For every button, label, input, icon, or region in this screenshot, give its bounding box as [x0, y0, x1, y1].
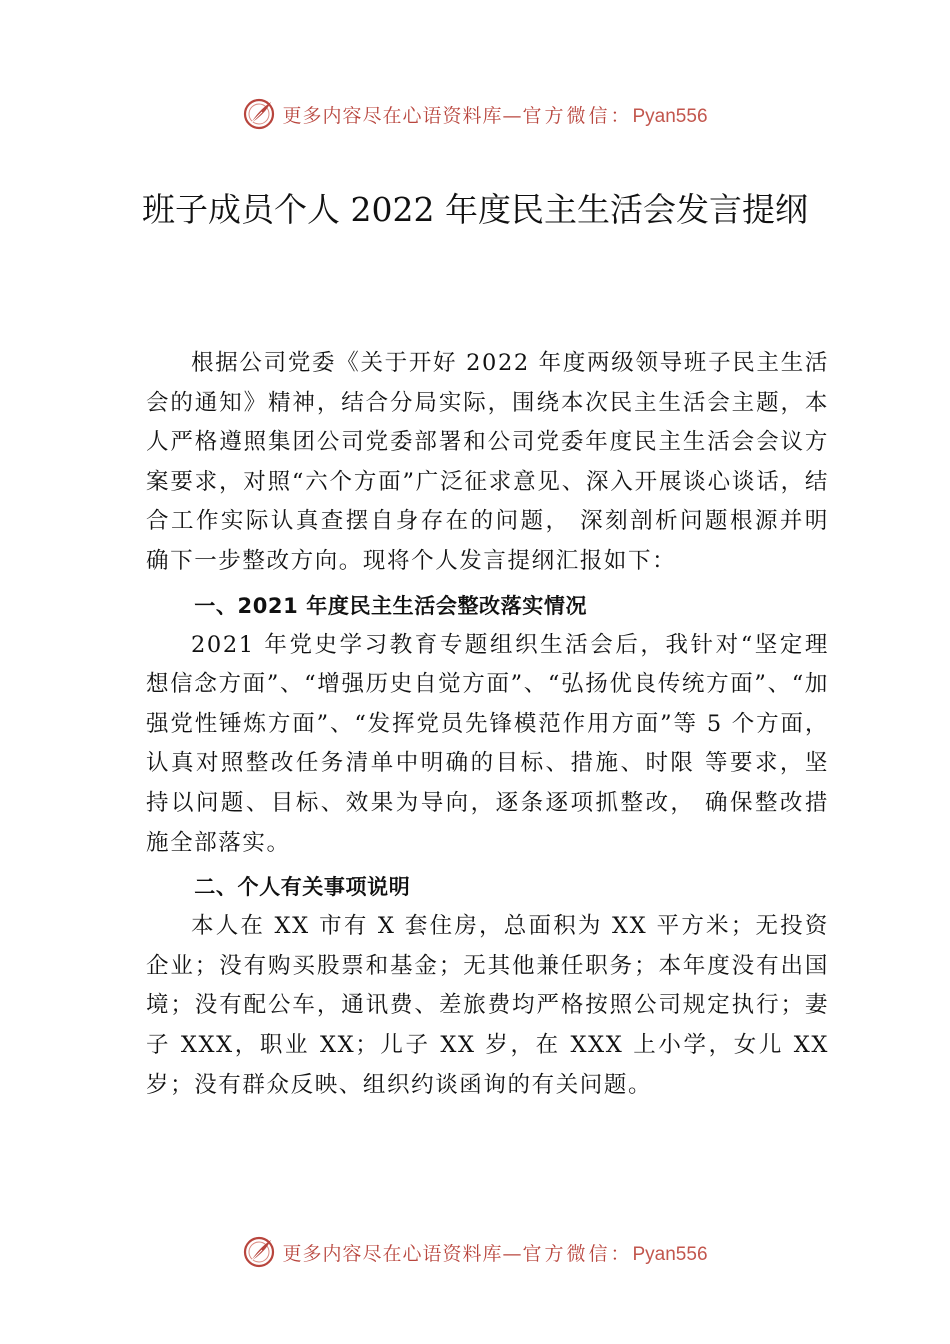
footer-banner	[0, 1232, 950, 1272]
document-body	[146, 344, 829, 1105]
document-title: 班子成员个人 2022 年度民主生活会发言提纲	[142, 190, 808, 229]
feather-seal-icon	[242, 97, 276, 131]
header-banner	[0, 94, 950, 134]
banner-wechat-id: Pyan556	[632, 1243, 708, 1265]
banner-text	[282, 101, 707, 128]
section-heading-1: 一、2021 年度民主生活会整改落实情况	[194, 593, 588, 618]
banner-dash: —	[502, 104, 523, 127]
banner-dash: —	[502, 1242, 523, 1265]
section-1-paragraph: 2021 年党史学习教育专题组织生活会后，我针对“坚定理想信念方面”、“增强历史自觉方面”、“弘扬优良传统方面”、“加强党性锤炼方面”、“发挥党员先锋模范作用方面”等 5 个方面，认真对照整改任务清单中明确的目标、措施、时限 等要求，坚持以问题、目标、效果为导向，逐条逐项抓整改， 确保整改措施全部落实。	[146, 631, 829, 856]
banner-wechat-id: Pyan556	[632, 105, 708, 127]
banner-text	[282, 1239, 707, 1266]
section-2-paragraph: 本人在 XX 市有 X 套住房，总面积为 XX 平方米；无投资企业；没有购买股票和基金；无其他兼任职务；本年度没有出国境；没有配公车，通讯费、差旅费均严格按照公司规定执行；妻子 XXX，职业 XX；儿子 XX 岁，在 XXX 上小学，女儿 XX 岁；没有群众反映、组织约谈函询的有关问题。	[146, 913, 829, 1098]
feather-seal-icon	[242, 1235, 276, 1269]
banner-wechat-label: 官方微信：	[522, 1242, 633, 1265]
banner-main-text: 更多内容尽在心语资料库	[282, 104, 503, 127]
section-heading-2: 二、个人有关事项说明	[194, 875, 411, 900]
banner-main-text: 更多内容尽在心语资料库	[282, 1242, 503, 1265]
intro-paragraph: 根据公司党委《关于开好 2022 年度两级领导班子民主生活会的通知》精神，结合分局实际，围绕本次民主生活会主题，本人严格遵照集团公司党委部署和公司党委年度民主生活会会议方案要求，对照“六个方面”广泛征求意见、深入开展谈心谈话，结合工作实际认真查摆自身存在的问题， 深刻剖析问题根源并明确下一步整改方向。现将个人发言提纲汇报如下：	[146, 350, 829, 574]
banner-wechat-label: 官方微信：	[522, 104, 633, 127]
